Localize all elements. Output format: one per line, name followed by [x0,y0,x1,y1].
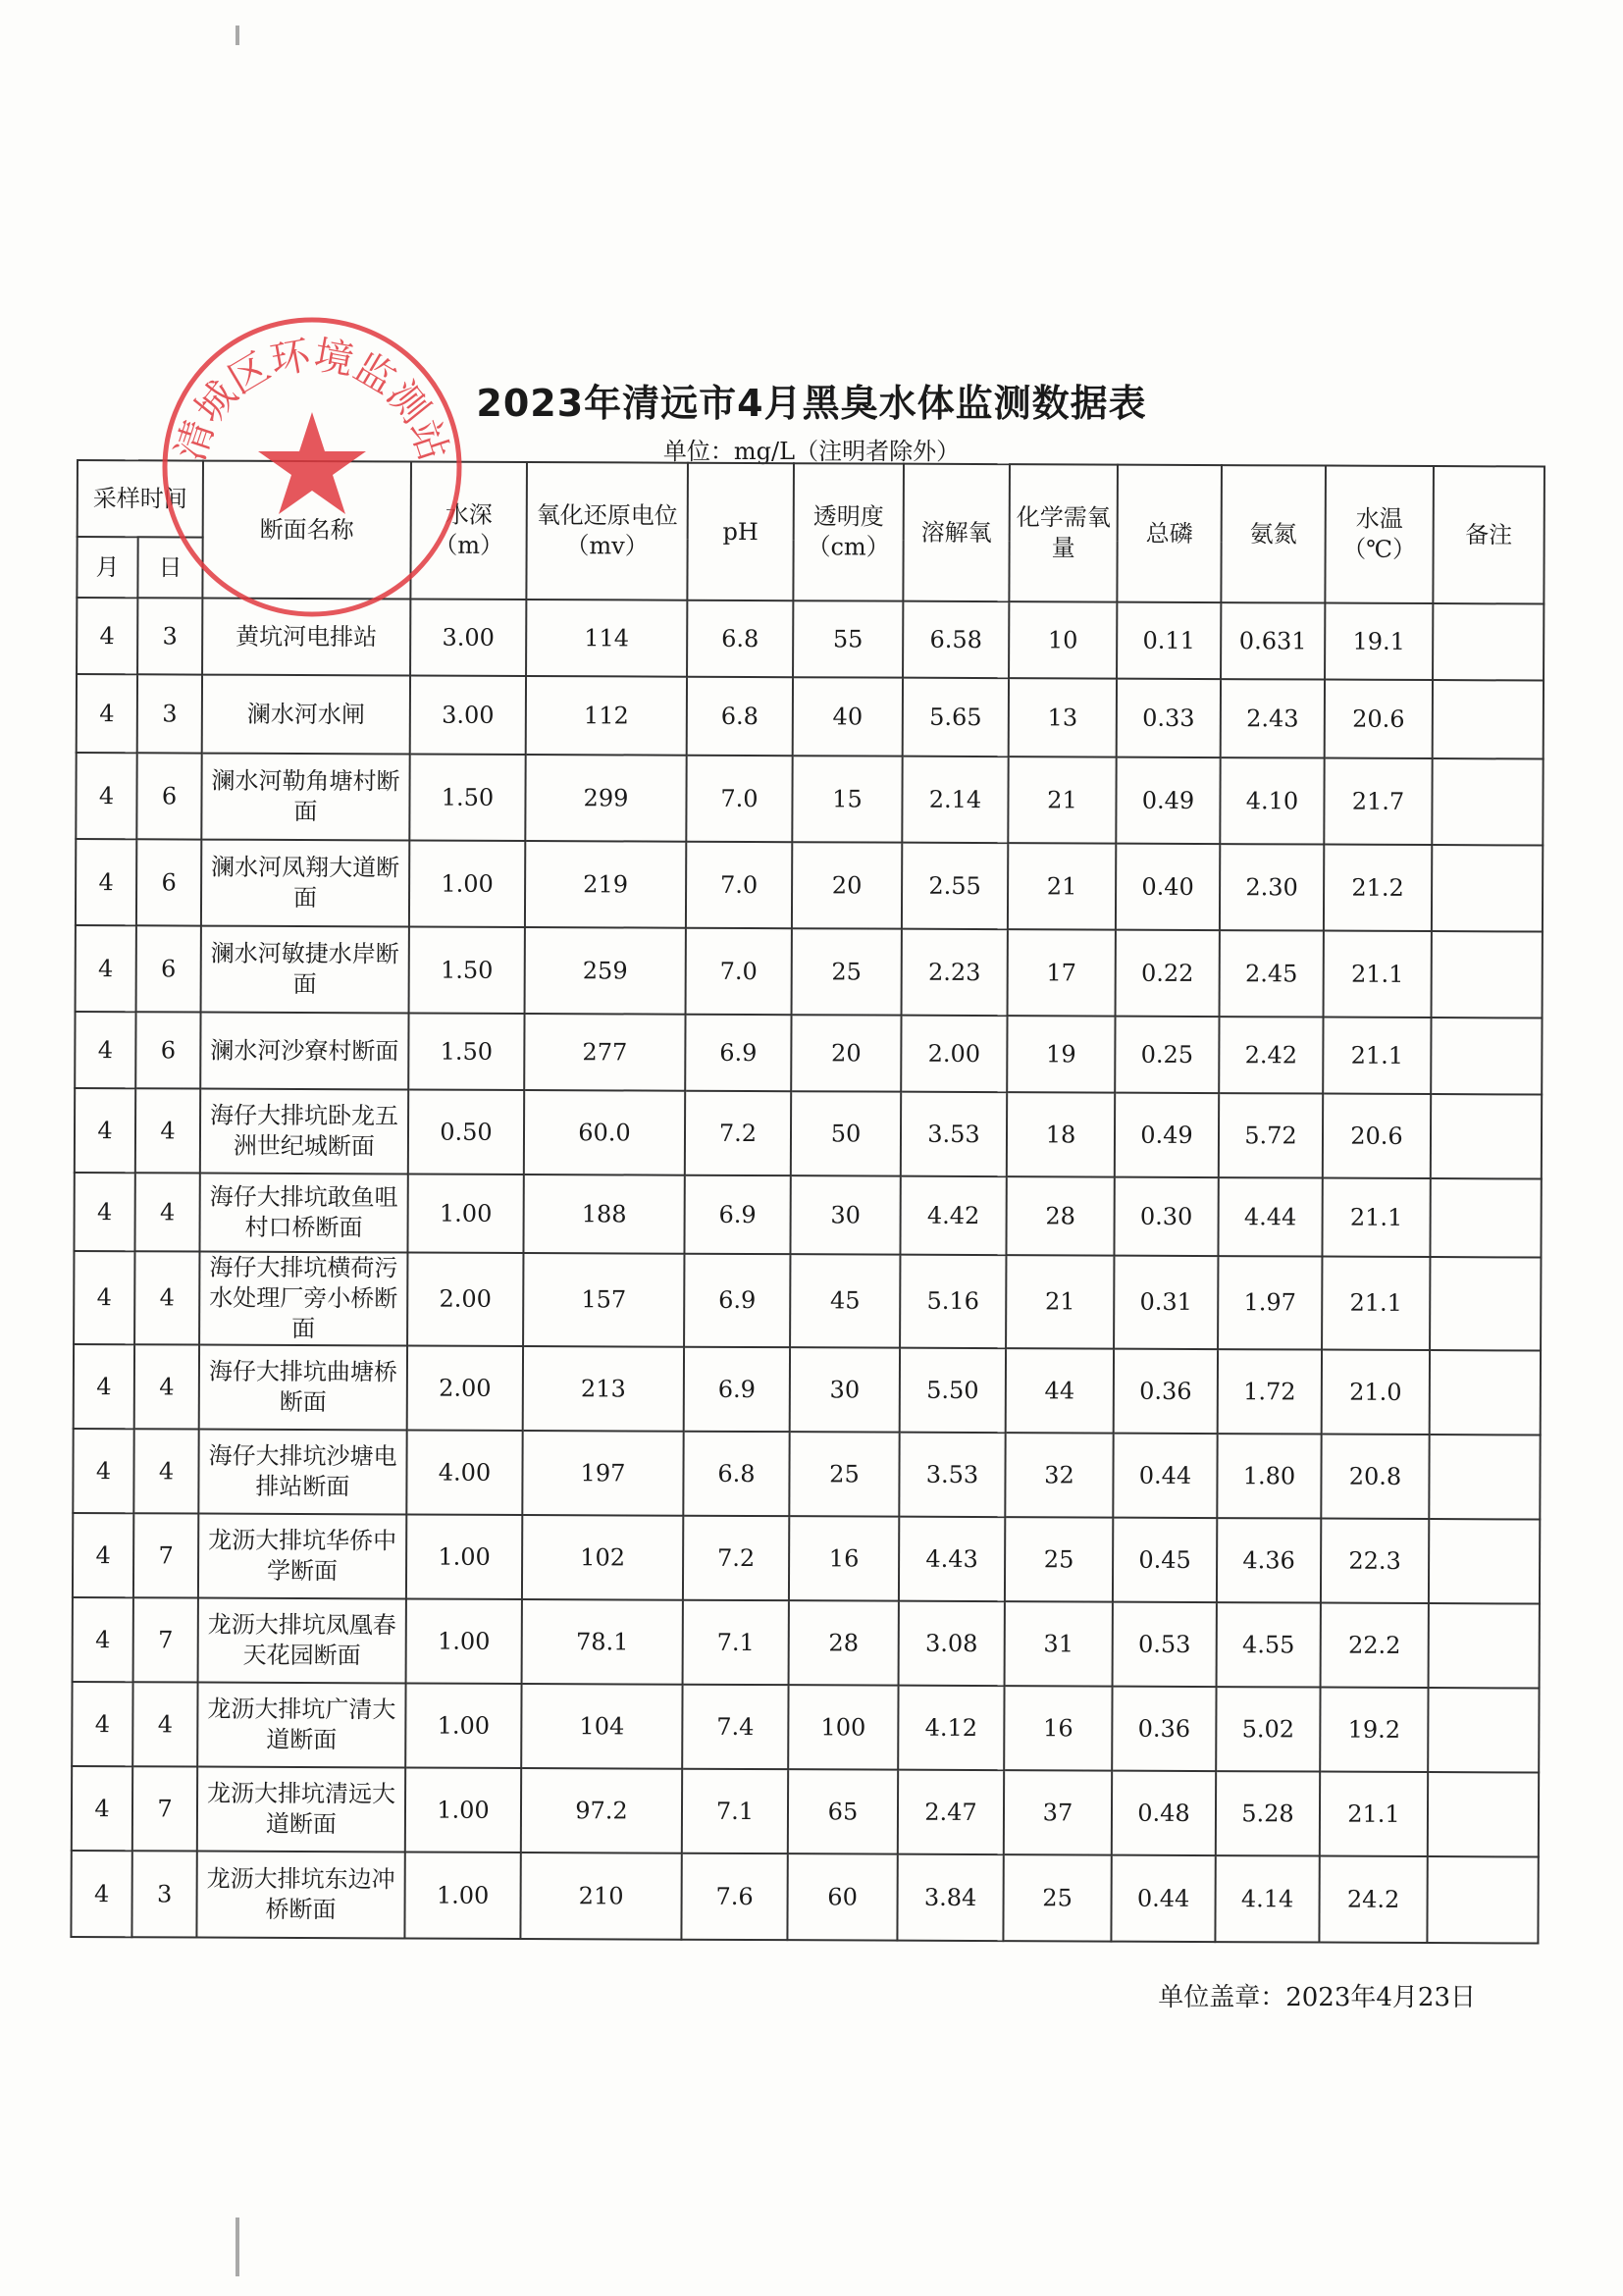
cell-do: 2.23 [902,929,1008,1016]
cell-month: 4 [75,1088,135,1173]
cell-ph: 7.1 [682,1769,788,1853]
header-orp-label: 氧化还原电位 [536,501,678,530]
cell-cod: 18 [1007,1092,1115,1176]
cell-temp: 22.2 [1321,1603,1429,1688]
cell-day: 4 [132,1682,197,1766]
cell-cod: 19 [1007,1016,1115,1092]
cell-month: 4 [73,1429,133,1513]
cell-transparency: 45 [790,1254,900,1347]
cell-remarks [1433,603,1544,680]
cell-month: 4 [76,839,136,925]
cell-do: 4.42 [900,1176,1006,1255]
cell-do: 2.55 [902,843,1008,929]
cell-do: 3.53 [899,1433,1005,1517]
cell-month: 4 [74,1344,134,1429]
cell-transparency: 60 [787,1853,897,1940]
cell-remarks [1429,1519,1540,1603]
cell-day: 4 [134,1251,199,1344]
cell-ph: 6.9 [684,1254,790,1347]
cell-ph: 7.0 [686,928,792,1015]
cell-temp: 21.1 [1322,1257,1430,1350]
cell-month: 4 [74,1173,134,1251]
cell-remarks [1430,1350,1541,1435]
cell-depth: 2.00 [407,1252,523,1346]
table-row [72,1682,1539,1773]
table-row [71,1851,1538,1944]
cell-transparency: 28 [789,1600,899,1685]
cell-ph: 7.2 [685,1091,791,1175]
cell-nh3n: 5.28 [1216,1771,1320,1855]
header-remarks: 备注 [1433,466,1544,603]
header-depth [410,461,527,600]
table-row [76,925,1543,1018]
cell-do: 4.12 [898,1686,1004,1770]
cell-day: 3 [131,1851,196,1937]
cell-name: 海仔大排坑卧龙五洲世纪城断面 [200,1089,408,1174]
cell-temp: 21.0 [1322,1350,1430,1435]
cell-nh3n: 4.10 [1220,757,1324,844]
cell-temp: 21.2 [1324,845,1432,931]
cell-tp: 0.44 [1113,1434,1217,1518]
cell-month: 4 [77,598,137,674]
table-row [72,1766,1539,1857]
cell-cod: 31 [1005,1601,1113,1686]
cell-day: 3 [137,674,202,753]
cell-remarks [1429,1435,1540,1519]
cell-ph: 7.0 [686,756,792,842]
seal-text: 清城区环境监测站 [168,333,456,467]
cell-depth: 1.00 [405,1767,521,1852]
cell-remarks [1429,1603,1540,1688]
cell-tp: 0.36 [1112,1687,1216,1771]
cell-nh3n: 2.42 [1219,1017,1323,1093]
table-row [74,1344,1541,1435]
cell-depth: 1.50 [408,1013,524,1090]
cell-depth: 1.00 [405,1683,521,1768]
cell-nh3n: 2.45 [1220,930,1324,1017]
cell-name: 黄坑河电排站 [202,599,410,676]
footer-seal-date: 单位盖章：2023年4月23日 [1158,1983,1476,2012]
cell-month: 4 [75,1012,135,1088]
cell-transparency: 30 [790,1347,900,1432]
cell-name: 澜水河敏捷水岸断面 [201,926,409,1014]
header-sampling-time: 采样时间 [78,460,203,538]
scan-mark [236,26,239,45]
unit-note: 单位：mg/L（注明者除外） [662,438,961,465]
cell-ph: 6.9 [684,1175,790,1254]
cell-temp: 22.3 [1321,1519,1429,1603]
table-row [76,753,1543,846]
cell-orp: 259 [525,927,686,1015]
cell-orp: 78.1 [522,1599,683,1685]
table-row [74,1251,1541,1351]
cell-depth: 3.00 [410,675,526,755]
table-row [73,1513,1540,1604]
cell-orp: 277 [524,1014,685,1091]
header-total-phosphorus: 总磷 [1117,465,1222,602]
cell-month: 4 [72,1766,132,1851]
cell-orp: 188 [523,1174,684,1254]
cell-name: 龙沥大排坑东边冲桥断面 [196,1852,404,1939]
cell-tp: 0.31 [1114,1256,1218,1349]
cell-depth: 1.00 [409,840,525,927]
cell-orp: 299 [525,755,686,842]
cell-orp: 210 [520,1852,681,1940]
cell-temp: 21.7 [1324,758,1432,845]
cell-cod: 21 [1006,1255,1114,1348]
header-depth-label: 水深 [445,500,493,529]
header-transparency-label: 透明度 [812,502,884,531]
cell-nh3n: 4.36 [1217,1518,1321,1602]
cell-cod: 25 [1005,1517,1113,1601]
cell-nh3n: 5.72 [1219,1093,1323,1177]
cell-temp: 21.1 [1322,1178,1430,1257]
cell-month: 4 [72,1682,132,1766]
cell-cod: 25 [1003,1854,1111,1941]
cell-transparency: 50 [791,1091,901,1175]
cell-orp: 97.2 [521,1768,682,1853]
cell-ph: 7.0 [686,842,792,928]
cell-tp: 0.45 [1113,1518,1217,1602]
cell-name: 龙沥大排坑清远大道断面 [197,1767,405,1852]
cell-month: 4 [77,674,137,753]
header-temp-unit: （℃） [1342,535,1417,563]
cell-tp: 0.53 [1113,1602,1217,1687]
cell-day: 4 [134,1173,199,1251]
scan-mark-bottom [236,2218,239,2276]
cell-tp: 0.44 [1111,1855,1215,1942]
cell-do: 3.53 [901,1092,1007,1176]
cell-day: 4 [134,1344,199,1429]
cell-temp: 21.1 [1324,931,1432,1018]
cell-transparency: 25 [792,928,902,1015]
cell-orp: 104 [521,1684,682,1769]
cell-name: 澜水河勒角塘村断面 [201,754,409,841]
cell-ph: 7.2 [683,1516,789,1600]
header-orp-unit: （mv） [565,532,649,560]
cell-name: 龙沥大排坑华侨中学断面 [198,1514,406,1599]
cell-transparency: 16 [789,1516,899,1600]
cell-tp: 0.30 [1114,1177,1218,1256]
cell-name: 海仔大排坑横荷污水处理厂旁小桥断面 [199,1252,407,1346]
cell-nh3n: 1.97 [1218,1256,1322,1349]
cell-remarks [1433,680,1544,758]
cell-tp: 0.22 [1116,930,1220,1017]
cell-orp: 219 [525,841,686,928]
cell-nh3n: 2.43 [1221,679,1325,757]
cell-do: 2.14 [902,757,1008,843]
cell-transparency: 20 [792,842,902,928]
cell-name: 龙沥大排坑广清大道断面 [197,1683,405,1768]
cell-remarks [1432,931,1543,1018]
cell-day: 3 [137,598,202,674]
cell-depth: 4.00 [406,1430,522,1515]
cell-transparency: 65 [788,1769,898,1853]
cell-tp: 0.48 [1112,1771,1216,1855]
header-orp [526,462,688,600]
cell-transparency: 55 [793,600,903,677]
cell-temp: 20.8 [1321,1435,1429,1519]
cell-ph: 6.8 [683,1432,789,1516]
cell-name: 澜水河沙寮村断面 [200,1013,408,1090]
cell-orp: 112 [526,676,687,756]
monitoring-data-table [70,459,1545,1945]
table-row [76,839,1543,932]
header-ammonia-nitrogen: 氨氮 [1221,465,1326,602]
cell-cod: 16 [1004,1686,1112,1770]
cell-do: 6.58 [903,601,1009,678]
cell-name: 海仔大排坑曲塘桥断面 [199,1345,407,1431]
cell-remarks [1428,1772,1539,1856]
page-title: 2023年清远市4月黑臭水体监测数据表 [476,382,1147,425]
cell-cod: 21 [1008,757,1116,843]
cell-day: 7 [133,1597,198,1682]
cell-tp: 0.33 [1117,679,1221,757]
cell-name: 海仔大排坑敢鱼咀村口桥断面 [199,1174,407,1253]
cell-do: 2.00 [901,1016,1007,1092]
table-row [75,1088,1542,1179]
cell-month: 4 [71,1851,131,1937]
table-row [73,1429,1540,1520]
cell-remarks [1428,1688,1539,1772]
cell-nh3n: 4.55 [1217,1602,1321,1687]
cell-nh3n: 4.44 [1218,1177,1322,1256]
cell-day: 6 [136,753,201,839]
cell-temp: 21.1 [1320,1772,1428,1856]
cell-ph: 6.9 [685,1015,791,1091]
cell-depth: 1.00 [406,1598,522,1684]
cell-name: 澜水河水闸 [202,675,410,755]
cell-remarks [1432,845,1543,931]
cell-temp: 21.1 [1323,1018,1431,1094]
cell-ph: 7.1 [683,1600,789,1685]
cell-nh3n: 1.72 [1218,1349,1322,1434]
cell-do: 3.84 [897,1854,1003,1941]
cell-day: 6 [135,1012,200,1088]
header-dissolved-oxygen: 溶解氧 [903,464,1010,601]
header-transparency [793,463,904,600]
cell-ph: 6.9 [684,1347,790,1432]
cell-tp: 0.36 [1114,1349,1218,1434]
cell-ph: 7.6 [681,1853,787,1940]
table-row [75,1012,1542,1095]
cell-depth: 1.00 [407,1174,523,1253]
cell-depth: 1.00 [404,1852,520,1939]
cell-name: 海仔大排坑沙塘电排站断面 [198,1430,406,1515]
cell-tp: 0.25 [1115,1017,1219,1093]
cell-month: 4 [73,1597,133,1682]
table-body [71,598,1544,1944]
header-cod: 化学需氧量 [1009,464,1118,601]
cell-remarks [1431,1094,1542,1178]
cell-nh3n: 4.14 [1215,1855,1319,1942]
cell-name: 龙沥大排坑凤凰春天花园断面 [198,1598,406,1684]
cell-temp: 19.2 [1320,1688,1428,1772]
cell-do: 5.50 [900,1348,1006,1433]
header-month: 月 [77,537,137,598]
cell-day: 7 [132,1766,197,1851]
header-section-name: 断面名称 [202,461,411,600]
cell-cod: 21 [1008,843,1116,929]
cell-temp: 24.2 [1319,1856,1427,1943]
cell-month: 4 [74,1251,134,1344]
table-row [73,1597,1540,1689]
cell-nh3n: 0.631 [1221,602,1325,679]
cell-temp: 19.1 [1325,603,1433,680]
cell-day: 4 [133,1429,198,1513]
cell-tp: 0.40 [1116,844,1220,930]
cell-nh3n: 1.80 [1217,1434,1321,1518]
cell-day: 7 [133,1513,198,1597]
cell-cod: 37 [1004,1770,1112,1854]
cell-do: 5.65 [903,678,1009,757]
cell-tp: 0.49 [1116,757,1220,844]
cell-do: 2.47 [898,1770,1004,1854]
cell-orp: 157 [523,1253,684,1347]
cell-depth: 1.00 [406,1514,522,1599]
cell-cod: 17 [1008,929,1116,1016]
cell-day: 4 [135,1088,200,1173]
header-day: 日 [137,537,202,598]
cell-transparency: 30 [790,1175,900,1254]
cell-remarks [1432,758,1543,845]
header-water-temp [1325,466,1434,603]
cell-do: 5.16 [900,1255,1006,1348]
cell-ph: 6.8 [687,600,793,677]
cell-temp: 20.6 [1325,680,1433,758]
cell-cod: 44 [1006,1348,1114,1433]
header-ph: pH [687,463,794,600]
cell-transparency: 20 [791,1015,901,1091]
cell-day: 6 [136,839,201,925]
cell-depth: 1.50 [409,754,525,841]
cell-transparency: 15 [792,756,902,842]
cell-orp: 60.0 [524,1090,685,1175]
cell-transparency: 25 [789,1432,899,1516]
cell-depth: 2.00 [407,1345,523,1431]
cell-nh3n: 5.02 [1216,1687,1320,1771]
cell-remarks [1430,1178,1541,1257]
cell-nh3n: 2.30 [1220,844,1324,930]
table-row [77,598,1544,681]
cell-tp: 0.49 [1115,1093,1219,1177]
cell-month: 4 [76,753,136,839]
cell-month: 4 [73,1513,133,1597]
cell-remarks [1430,1257,1541,1350]
table-row [77,674,1544,759]
cell-month: 4 [76,925,136,1012]
cell-depth: 1.50 [409,926,525,1014]
header-temp-label: 水温 [1355,504,1403,533]
cell-remarks [1431,1018,1542,1094]
cell-cod: 13 [1009,678,1117,757]
cell-ph: 7.4 [682,1685,788,1769]
cell-orp: 102 [522,1515,683,1600]
cell-tp: 0.11 [1117,602,1221,679]
header-transparency-unit: （cm） [807,533,890,561]
cell-cod: 32 [1005,1433,1113,1517]
cell-depth: 3.00 [410,599,526,676]
cell-cod: 28 [1006,1176,1114,1255]
cell-day: 6 [136,925,201,1012]
cell-transparency: 40 [793,677,903,756]
cell-orp: 197 [522,1431,683,1516]
cell-temp: 20.6 [1323,1094,1431,1178]
cell-cod: 10 [1009,601,1117,678]
cell-do: 3.08 [899,1601,1005,1686]
cell-transparency: 100 [788,1685,898,1769]
cell-orp: 213 [523,1346,684,1432]
header-depth-unit: （m） [434,531,504,559]
cell-depth: 0.50 [408,1089,524,1174]
table-row [74,1173,1541,1258]
cell-do: 4.43 [899,1517,1005,1601]
cell-ph: 6.8 [687,677,793,756]
cell-remarks [1427,1856,1538,1943]
cell-orp: 114 [526,600,687,677]
cell-name: 澜水河凤翔大道断面 [201,840,409,927]
